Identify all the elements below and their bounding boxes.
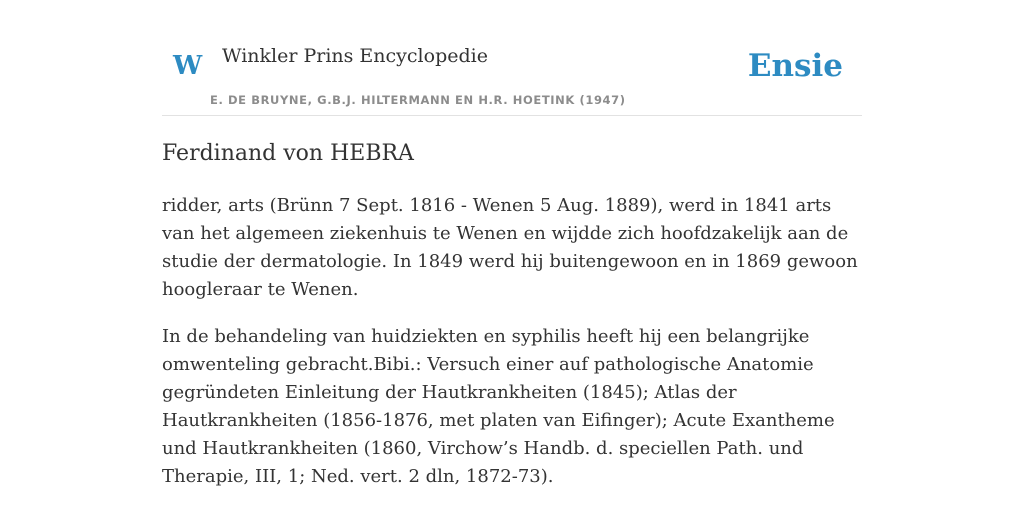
source-authors: E. DE BRUYNE, G.B.J. HILTERMANN EN H.R. HOETINK (1947) [210, 93, 626, 107]
source-header [162, 0, 862, 116]
entry-card [162, 0, 862, 487]
source-title[interactable]: Winkler Prins Encyclopedie [222, 45, 488, 67]
entry-title: Ferdinand von HEBRA [162, 141, 414, 166]
entry-body [162, 192, 862, 510]
entry-paragraph: ridder, arts (Brünn 7 Sept. 1816 - Wenen 5 Aug. 1889), werd in 1841 arts van het algemeen ziekenhuis te Wenen en wijdde zich hoofdzakelijk aan de studie der dermatologie. In 1849 werd hij buitengewoon en in 1869 gewoon hoogleraar te Wenen. [162, 195, 858, 300]
ensie-logo[interactable]: Ensie [747, 48, 843, 84]
winkler-prins-logo[interactable]: W [173, 51, 203, 81]
entry-paragraph: In de behandeling van huidziekten en syphilis heeft hij een belangrijke omwenteling gebracht.Bibi.: Versuch einer auf pathologische Anatomie gegründeten Einleitung der Hautkrankheiten (1845); Atlas der Hautkrankheiten (1856-1876, met platen van Eifinger); Acute Exantheme und Hautkrankheiten (1860, Virchow’s Handb. d. speciellen Path. und Therapie, III, 1; Ned. vert. 2 dln, 1872-73). [162, 326, 835, 487]
